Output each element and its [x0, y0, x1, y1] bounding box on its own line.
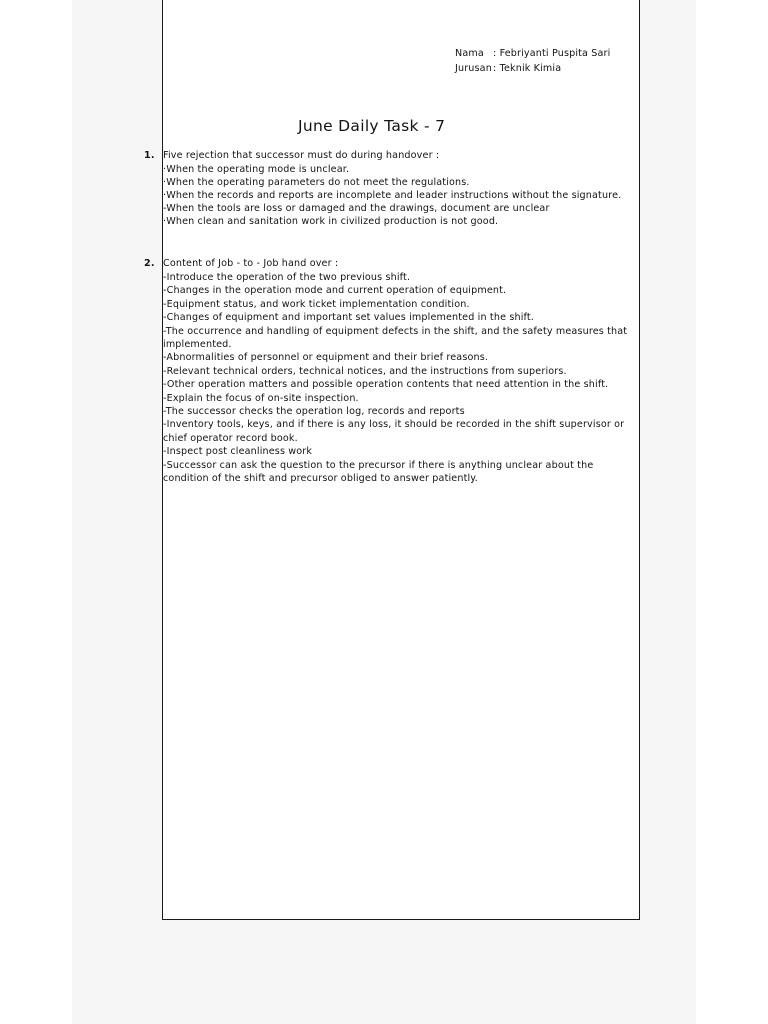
section-2-body [163, 258, 639, 486]
section-2-heading: Content of Job - to - Job hand over : [163, 258, 339, 269]
major-label: Jurusan [455, 63, 492, 74]
list-item: ·When the records and reports are incomplete and leader instructions without the signature. [163, 190, 622, 201]
list-item: -The occurrence and handling of equipment defects in the shift, and the safety measures that implemented. [163, 325, 628, 351]
list-item: -Changes of equipment and important set values implemented in the shift. [163, 312, 534, 324]
list-item: -Inventory tools, keys, and if there is any loss, it should be recorded in the shift supervisor or chief operator record book. [163, 419, 625, 444]
list-item: -Abnormalities of personnel or equipment and their brief reasons. [163, 352, 489, 364]
section-1-number: 1. [144, 150, 155, 161]
list-item: -Introduce the operation of the two previous shift. [163, 272, 411, 283]
section-1-heading: Five rejection that successor must do during handover : [163, 150, 440, 161]
section-1-body [163, 150, 639, 228]
list-item: -Equipment status, and work ticket implementation condition. [163, 298, 470, 310]
major-row [455, 63, 610, 78]
list-item: -Explain the focus of on-site inspection. [163, 392, 359, 404]
name-value: : Febriyanti Puspita Sari [493, 48, 611, 59]
list-item: -Changes in the operation mode and current operation of equipment. [163, 285, 507, 297]
list-item: ·When the operating mode is unclear. [163, 164, 350, 175]
major-value: : Teknik Kimia [493, 63, 562, 74]
list-item: -Other operation matters and possible operation contents that need attention in the shift. [163, 379, 609, 391]
name-row [455, 48, 610, 63]
list-item: -When the tools are loss or damaged and the drawings, document are unclear [163, 203, 550, 214]
list-item: -Inspect post cleanliness work [163, 446, 313, 458]
name-label: Nama [455, 48, 484, 59]
list-item: ·When clean and sanitation work in civilized production is not good. [163, 216, 499, 227]
list-item: -Relevant technical orders, technical notices, and the instructions from superiors. [163, 365, 567, 377]
list-item: ·When the operating parameters do not meet the regulations. [163, 177, 470, 188]
list-item: -Successor can ask the question to the precursor if there is anything unclear about the condition of the shift and precursor obliged to answer patiently. [163, 459, 594, 485]
student-info [455, 48, 610, 78]
list-item: -The successor checks the operation log, records and reports [163, 406, 465, 418]
section-2-number: 2. [144, 258, 155, 269]
page-title: June Daily Task - 7 [298, 117, 446, 135]
